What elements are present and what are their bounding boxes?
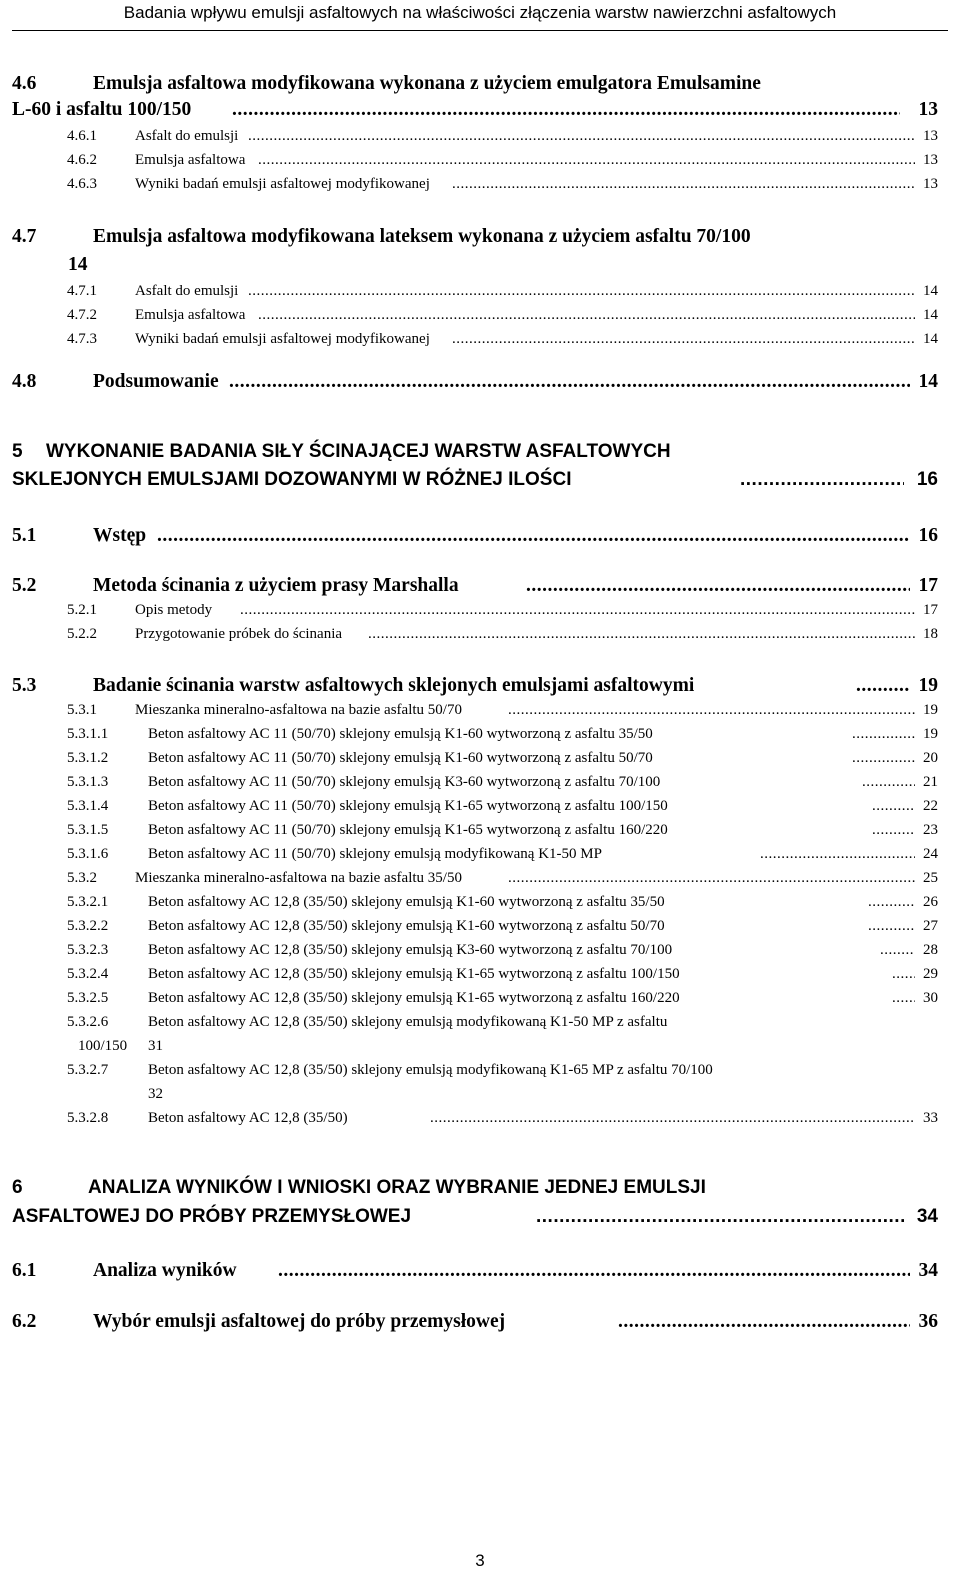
toc-leader xyxy=(430,1109,915,1127)
toc-page: 17 xyxy=(918,575,938,596)
toc-leader xyxy=(872,821,915,839)
toc-title: Emulsja asfaltowa xyxy=(135,307,246,323)
toc-title: Opis metody xyxy=(135,602,213,618)
toc-leader xyxy=(618,1310,910,1334)
toc-page: 27 xyxy=(923,918,938,934)
toc-leader xyxy=(452,175,915,193)
toc-leader xyxy=(240,601,915,619)
page-number: 3 xyxy=(475,1551,485,1570)
toc-page: 29 xyxy=(923,966,938,982)
toc-page: 32 xyxy=(148,1086,163,1102)
toc-leader xyxy=(880,941,915,959)
toc-title: Przygotowanie próbek do ścinania xyxy=(135,626,343,642)
toc-title-continued: L-60 i asfaltu 100/150 xyxy=(12,99,192,120)
toc-page: 24 xyxy=(923,846,938,862)
toc-number: 5.3.1 xyxy=(67,702,97,718)
toc-entry-4-7-2[interactable] xyxy=(0,306,960,324)
toc-leader xyxy=(740,468,904,492)
toc-leader xyxy=(856,674,910,698)
toc-page: 14 xyxy=(923,331,938,347)
toc-entry-5-2-1[interactable] xyxy=(0,601,960,619)
toc-title: Analiza wyników xyxy=(93,1260,237,1281)
toc-entry-4-6[interactable] xyxy=(0,72,960,122)
toc-number: 5.3.2.7 xyxy=(67,1062,109,1078)
toc-title: Wstęp xyxy=(93,525,147,546)
toc-title: Mieszanka mineralno-asfaltowa na bazie asfaltu 50/70 xyxy=(135,702,462,718)
toc-leader xyxy=(229,370,910,394)
toc-leader xyxy=(868,917,915,935)
running-header: Badania wpływu emulsji asfaltowych na właściwości złączenia warstw nawierzchni asfaltowych xyxy=(123,3,837,22)
toc-page: 13 xyxy=(923,128,938,144)
toc-title: Beton asfaltowy AC 12,8 (35/50) sklejony emulsją K1-60 wytworzoną z asfaltu 35/50 xyxy=(148,894,665,910)
toc-entry-5-2[interactable] xyxy=(0,574,960,598)
toc-page: 17 xyxy=(923,602,938,618)
toc-number: 4.7.3 xyxy=(67,331,97,347)
toc-title: ANALIZA WYNIKÓW I WNIOSKI ORAZ WYBRANIE JEDNEJ EMULSJI xyxy=(88,1177,706,1198)
toc-entry-4-6-2[interactable] xyxy=(0,151,960,169)
toc-leader xyxy=(760,845,915,863)
toc-entry-5-3-2-3[interactable] xyxy=(0,941,960,959)
toc-page: 14 xyxy=(68,254,88,275)
toc-number: 6.1 xyxy=(12,1260,37,1281)
toc-entry-4-7[interactable] xyxy=(0,225,960,275)
toc-title: Beton asfaltowy AC 12,8 (35/50) sklejony emulsją modyfikowaną K1-65 MP z asfaltu 70/100 xyxy=(148,1062,713,1078)
toc-number: 5.3.2.1 xyxy=(67,894,109,910)
toc-leader xyxy=(508,701,915,719)
toc-page: 30 xyxy=(923,990,938,1006)
toc-entry-4-8[interactable] xyxy=(0,370,960,394)
toc-page: 22 xyxy=(923,798,938,814)
toc-title: Beton asfaltowy AC 11 (50/70) sklejony emulsją K1-60 wytworzoną z asfaltu 35/50 xyxy=(148,726,653,742)
toc-entry-5-3-1-3[interactable] xyxy=(0,773,960,791)
toc-title: Asfalt do emulsji xyxy=(135,128,239,144)
toc-title: Beton asfaltowy AC 12,8 (35/50) sklejony emulsją K1-65 wytworzoną z asfaltu 160/220 xyxy=(148,990,680,1006)
toc-title: Beton asfaltowy AC 12,8 (35/50) sklejony emulsją modyfikowaną K1-50 MP z asfaltu xyxy=(148,1014,668,1030)
toc-entry-4-6-3[interactable] xyxy=(0,175,960,193)
toc-entry-4-7-1[interactable] xyxy=(0,282,960,300)
toc-number: 5.3.1.3 xyxy=(67,774,109,790)
toc-number: 5.1 xyxy=(12,525,37,546)
toc-title: Emulsja asfaltowa xyxy=(135,152,246,168)
toc-number: 4.6.3 xyxy=(67,176,97,192)
toc-entry-5-3-1[interactable] xyxy=(0,701,960,719)
toc-entry-5-3-2-1[interactable] xyxy=(0,893,960,911)
toc-entry-5-3-2-5[interactable] xyxy=(0,989,960,1007)
toc-entry-5-3-1-2[interactable] xyxy=(0,749,960,767)
toc-number: 5.3.1.2 xyxy=(67,750,109,766)
toc-page: 13 xyxy=(923,176,938,192)
header-rule xyxy=(12,30,948,31)
toc-title: Beton asfaltowy AC 12,8 (35/50) sklejony emulsją K1-65 wytworzoną z asfaltu 100/150 xyxy=(148,966,680,982)
toc-title: Beton asfaltowy AC 11 (50/70) sklejony emulsją K1-65 wytworzoną z asfaltu 100/150 xyxy=(148,798,668,814)
toc-entry-6-2[interactable] xyxy=(0,1310,960,1334)
toc-page: 33 xyxy=(923,1110,938,1126)
toc-leader xyxy=(536,1205,904,1229)
toc-number: 4.6.1 xyxy=(67,128,97,144)
toc-title: Beton asfaltowy AC 11 (50/70) sklejony emulsją K1-60 wytworzoną z asfaltu 50/70 xyxy=(148,750,653,766)
toc-leader xyxy=(872,797,915,815)
toc-title: Emulsja asfaltowa modyfikowana lateksem wykonana z użyciem asfaltu 70/100 xyxy=(93,226,751,247)
toc-number: 4.6 xyxy=(12,73,37,94)
toc-entry-4-7-3[interactable] xyxy=(0,330,960,348)
toc-number: 5.2.1 xyxy=(67,602,97,618)
toc-number: 4.7.2 xyxy=(67,307,97,323)
toc-leader xyxy=(852,749,915,767)
toc-leader xyxy=(452,330,915,348)
toc-entry-6-1[interactable] xyxy=(0,1259,960,1283)
toc-page: 13 xyxy=(923,152,938,168)
toc-number: 5.3.2.4 xyxy=(67,966,109,982)
toc-page: 19 xyxy=(923,726,938,742)
toc-leader xyxy=(258,151,915,169)
toc-number: 6.2 xyxy=(12,1311,37,1332)
toc-number: 5.3.1.4 xyxy=(67,798,109,814)
toc-number: 5.3.2.6 xyxy=(67,1014,109,1030)
toc-number: 5.3 xyxy=(12,675,37,696)
toc-leader xyxy=(508,869,915,887)
toc-title: Wyniki badań emulsji asfaltowej modyfikowanej xyxy=(135,331,430,347)
toc-title: Mieszanka mineralno-asfaltowa na bazie asfaltu 35/50 xyxy=(135,870,462,886)
toc-page: 19 xyxy=(923,702,938,718)
toc-entry-5-3[interactable] xyxy=(0,674,960,698)
toc-title: Podsumowanie xyxy=(93,371,219,392)
toc-page: 14 xyxy=(918,371,938,392)
toc-title: Beton asfaltowy AC 12,8 (35/50) xyxy=(148,1110,348,1126)
toc-title-continued: SKLEJONYCH EMULSJAMI DOZOWANYMI W RÓŻNEJ ILOŚCI xyxy=(12,469,572,490)
toc-page: 14 xyxy=(923,307,938,323)
toc-entry-5-3-1-6[interactable] xyxy=(0,845,960,863)
toc-number: 5.3.2 xyxy=(67,870,97,886)
toc-number: 4.8 xyxy=(12,371,37,392)
toc-leader xyxy=(892,965,915,983)
toc-number: 5.3.1.6 xyxy=(67,846,109,862)
toc-entry-5-3-2[interactable] xyxy=(0,869,960,887)
toc-page: 26 xyxy=(923,894,938,910)
toc-title-continued: 100/150 xyxy=(78,1038,128,1054)
toc-number: 4.7 xyxy=(12,226,37,247)
toc-entry-5-3-1-5[interactable] xyxy=(0,821,960,839)
toc-leader xyxy=(248,282,915,300)
toc-title: Badanie ścinania warstw asfaltowych sklejonych emulsjami asfaltowymi xyxy=(93,675,695,696)
toc-page: 19 xyxy=(918,675,938,696)
toc-leader xyxy=(368,625,915,643)
toc-number: 5.3.2.3 xyxy=(67,942,109,958)
toc-page: 18 xyxy=(923,626,938,642)
toc-number: 5.3.2.8 xyxy=(67,1110,109,1126)
toc-entry-5-3-2-8[interactable] xyxy=(0,1109,960,1127)
toc-chapter-6[interactable] xyxy=(0,1176,960,1230)
toc-leader xyxy=(157,524,910,548)
toc-entry-5-3-1-1[interactable] xyxy=(0,725,960,743)
toc-leader xyxy=(258,306,915,324)
toc-entry-5-3-1-4[interactable] xyxy=(0,797,960,815)
toc-leader xyxy=(232,98,900,122)
toc-leader xyxy=(862,773,915,791)
toc-page: 13 xyxy=(918,99,938,120)
toc-chapter-5[interactable] xyxy=(0,440,960,494)
toc-number: 4.7.1 xyxy=(67,283,97,299)
toc-title: Beton asfaltowy AC 12,8 (35/50) sklejony emulsją K1-60 wytworzoną z asfaltu 50/70 xyxy=(148,918,665,934)
toc-leader xyxy=(892,989,915,1007)
toc-title: Emulsja asfaltowa modyfikowana wykonana z użyciem emulgatora Emulsamine xyxy=(93,73,761,94)
toc-page: 16 xyxy=(916,469,938,490)
toc-page: 25 xyxy=(923,870,938,886)
toc-title: Asfalt do emulsji xyxy=(135,283,239,299)
toc-number: 5.3.2.2 xyxy=(67,918,109,934)
toc-title: Beton asfaltowy AC 11 (50/70) sklejony emulsją K1-65 wytworzoną z asfaltu 160/220 xyxy=(148,822,668,838)
toc-entry-5-1[interactable] xyxy=(0,524,960,548)
toc-leader xyxy=(868,893,915,911)
toc-page: 34 xyxy=(916,1206,938,1227)
toc-entry-5-3-2-2[interactable] xyxy=(0,917,960,935)
toc-page: 21 xyxy=(923,774,938,790)
toc-number: 5.2.2 xyxy=(67,626,97,642)
toc-number: 4.6.2 xyxy=(67,152,97,168)
toc-number: 5.3.1.5 xyxy=(67,822,109,838)
toc-title: Metoda ścinania z użyciem prasy Marshalla xyxy=(93,575,459,596)
toc-title: Beton asfaltowy AC 12,8 (35/50) sklejony emulsją K3-60 wytworzoną z asfaltu 70/100 xyxy=(148,942,673,958)
toc-page: 28 xyxy=(923,942,938,958)
toc-page: 14 xyxy=(923,283,938,299)
toc-page: 34 xyxy=(918,1260,938,1281)
toc-page: 36 xyxy=(918,1311,938,1332)
toc-page: 20 xyxy=(923,750,938,766)
toc-entry-5-3-2-4[interactable] xyxy=(0,965,960,983)
toc-title: Wyniki badań emulsji asfaltowej modyfikowanej xyxy=(135,176,430,192)
toc-leader xyxy=(248,127,915,145)
toc-entry-5-3-2-6[interactable] xyxy=(0,1013,960,1055)
toc-leader xyxy=(278,1259,910,1283)
toc-number: 5.3.1.1 xyxy=(67,726,109,742)
toc-number: 6 xyxy=(12,1177,23,1198)
toc-page: 23 xyxy=(923,822,938,838)
toc-title: WYKONANIE BADANIA SIŁY ŚCINAJĄCEJ WARSTW ASFALTOWYCH xyxy=(46,441,671,462)
toc-entry-4-6-1[interactable] xyxy=(0,127,960,145)
toc-leader xyxy=(852,725,915,743)
toc-title: Beton asfaltowy AC 11 (50/70) sklejony emulsją K3-60 wytworzoną z asfaltu 70/100 xyxy=(148,774,661,790)
toc-page: 16 xyxy=(918,525,938,546)
toc-number: 5.2 xyxy=(12,575,37,596)
toc-leader xyxy=(526,574,910,598)
toc-number: 5 xyxy=(12,441,23,462)
toc-entry-5-2-2[interactable] xyxy=(0,625,960,643)
toc-page: 31 xyxy=(148,1038,163,1054)
toc-title: Wybór emulsji asfaltowej do próby przemysłowej xyxy=(93,1311,506,1332)
toc-title: Beton asfaltowy AC 11 (50/70) sklejony emulsją modyfikowaną K1-50 MP xyxy=(148,846,602,862)
toc-entry-5-3-2-7[interactable] xyxy=(0,1061,960,1103)
toc-number: 5.3.2.5 xyxy=(67,990,109,1006)
toc-title-continued: ASFALTOWEJ DO PRÓBY PRZEMYSŁOWEJ xyxy=(12,1206,412,1227)
